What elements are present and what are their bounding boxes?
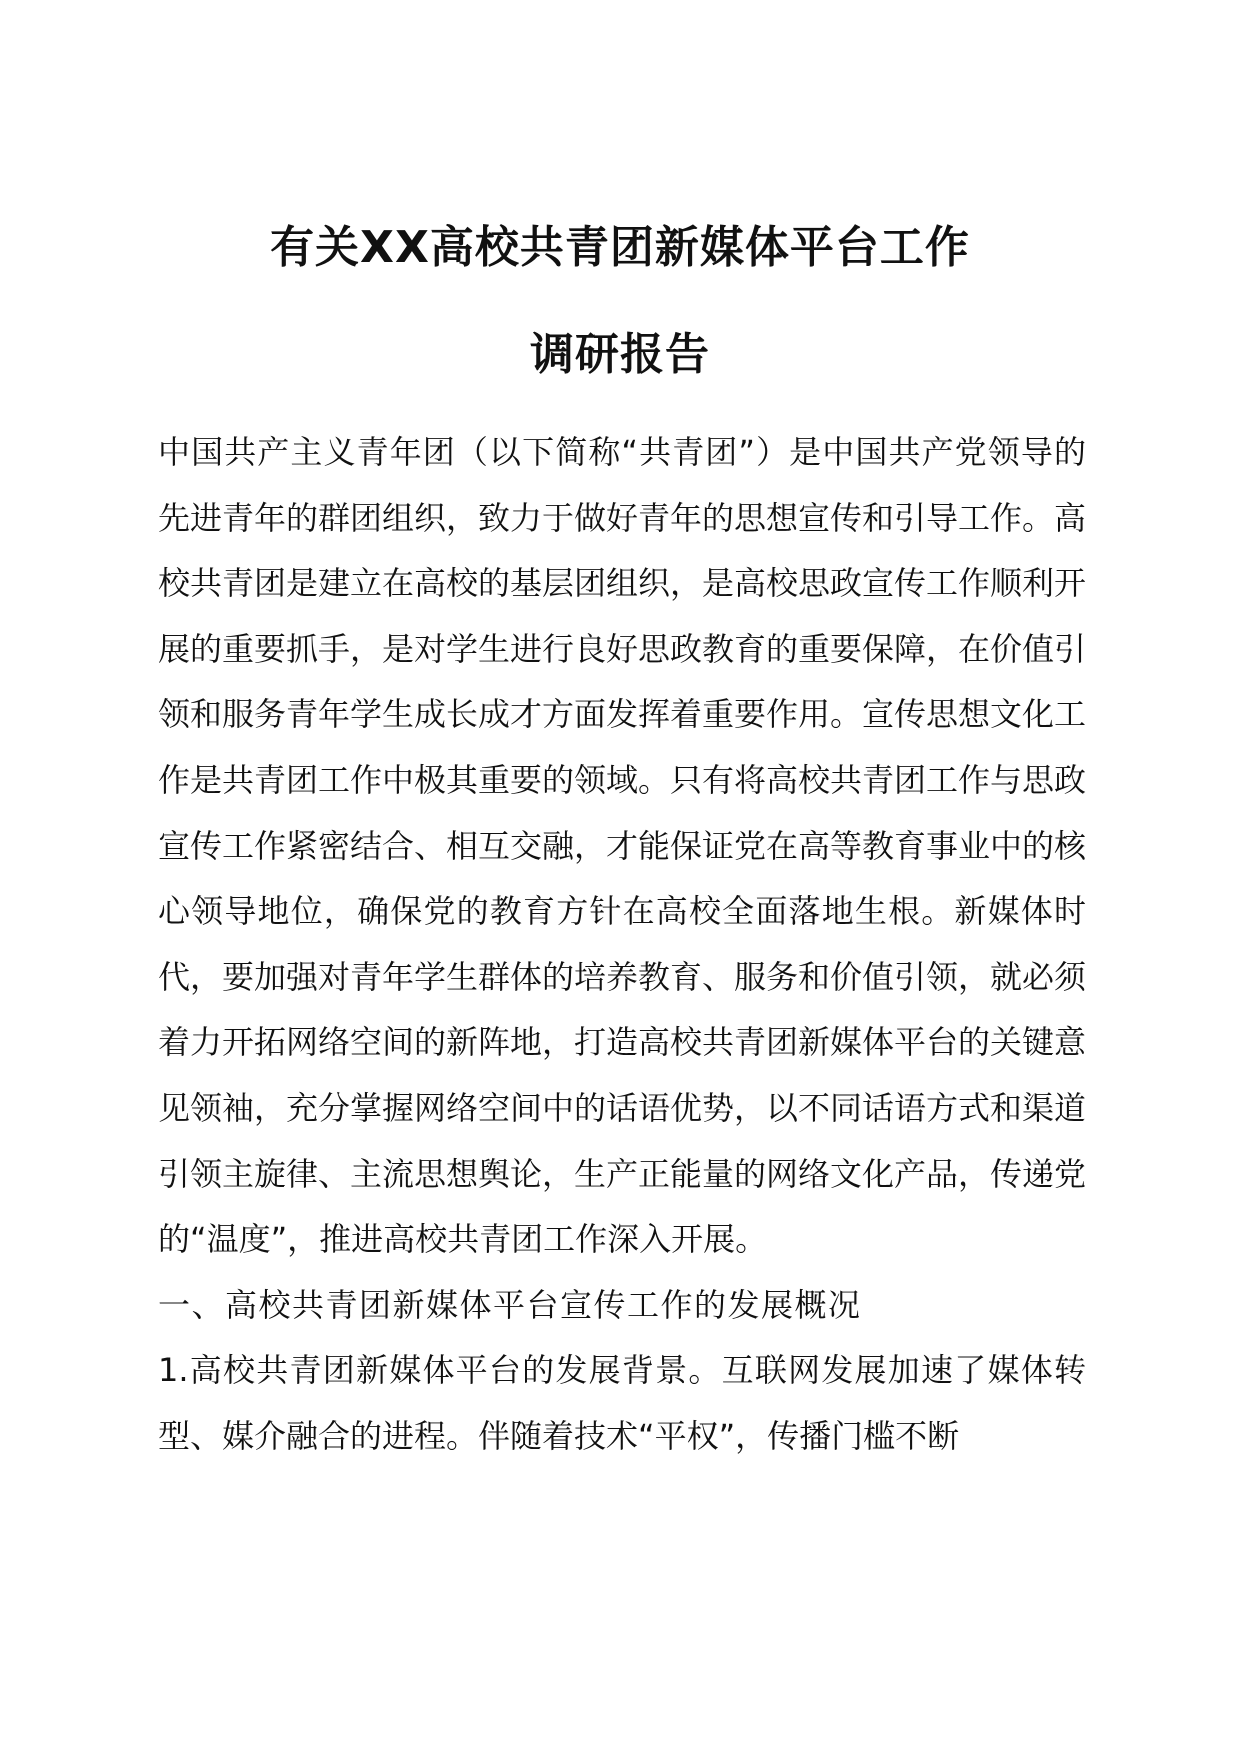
intro-paragraph: 中国共产主义青年团（以下简称“共青团”）是中国共产党领导的先进青年的群团组织，致力于做好青年的思想宣传和引导工作。高校共青团是建立在高校的基层团组织，是高校思政宣传工作顺利开展的重要抓手，是对学生进行良好思政教育的重要保障，在价值引领和服务青年学生成长成才方面发挥着重要作用。宣传思想文化工作是共青团工作中极其重要的领域。只有将高校共青团工作与思政宣传工作紧密结合、相互交融，才能保证党在高等教育事业中的核心领导地位，确保党的教育方针在高校全面落地生根。新媒体时代，要加强对青年学生群体的培养教育、服务和价值引领，就必须着力开拓网络空间的新阵地，打造高校共青团新媒体平台的关键意见领袖，充分掌握网络空间中的话语优势，以不同话语方式和渠道引领主旋律、主流思想舆论，生产正能量的网络文化产品，传递党的“温度”，推进高校共青团工作深入开展。 (158, 433, 1087, 1259)
document-title-line-1: 有关XX高校共青团新媒体平台工作 (270, 222, 970, 273)
document-body (158, 420, 1086, 1470)
section-heading: 一、高校共青团新媒体平台宣传工作的发展概况 (158, 1285, 862, 1324)
section-1-paragraph: 1.高校共青团新媒体平台的发展背景。互联网发展加速了媒体转型、媒介融合的进程。伴随着技术“平权”，传播门槛不断 (158, 1351, 1086, 1455)
document-title-line-2: 调研报告 (530, 329, 710, 380)
